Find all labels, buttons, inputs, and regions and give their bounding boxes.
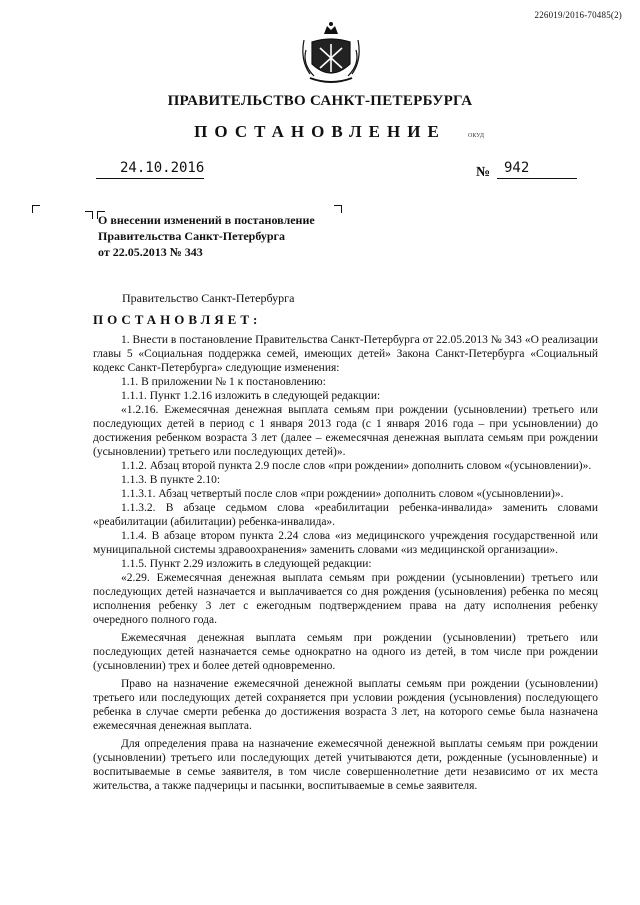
document-date: 24.10.2016 — [120, 160, 205, 176]
document-id: 226019/2016-70485(2) — [534, 10, 622, 20]
paragraph: «2.29. Ежемесячная денежная выплата семьям при рождении (усыновлении) третьего или последующих детей назначается и выплачивается со дня рождения (усыновления) ребенка по месяц исполнения ребенку 3 лет с ежегодным подтверждением права на дату исполнения ребенку очередного полного года. — [93, 572, 598, 626]
paragraph: «1.2.16. Ежемесячная денежная выплата семьям при рождении (усыновлении) третьего или последующих детей в период с 1 января 2013 года (с 1 января 2016 года – при усыновлении) до достижения ребенком возраста 3 лет (далее – ежемесячная денежная выплата семьям при рождении (усыновлении) третьего или последующих детей)». — [93, 404, 598, 458]
title-line: от 22.05.2013 № 343 — [98, 245, 203, 259]
paragraph: 1.1.2. Абзац второй пункта 2.9 после слов «при рождении» дополнить словом «(усыновлении)». — [121, 460, 592, 472]
okud-label: ОКУД — [468, 133, 484, 139]
paragraph: 1.1.3.1. Абзац четвертый после слов «при рождении» дополнить словом «(усыновлении)». — [121, 488, 564, 500]
coat-of-arms-icon — [300, 20, 362, 88]
title-corner-mark — [334, 205, 342, 213]
title-corner-mark — [32, 205, 40, 213]
number-underline — [497, 178, 577, 179]
paragraph: 1.1.3.2. В абзаце седьмом слова «реабилитации ребенка-инвалида» заменить словами «реабилитации (абилитации) ребенка-инвалида». — [93, 502, 598, 528]
government-heading: ПРАВИТЕЛЬСТВО САНКТ-ПЕТЕРБУРГА — [167, 93, 473, 109]
paragraph: Для определения права на назначение ежемесячной денежной выплаты семьям при рождении (усыновлении) третьего или последующих детей учитываются дети, рожденные (усыновленные) и воспитываемые в семье заявителя, в том числе совершеннолетние дети независимо от их места жительства, а также падчерицы и пасынки, воспитываемые в семье заявителя. — [93, 738, 598, 792]
date-underline — [96, 178, 204, 179]
paragraph: Ежемесячная денежная выплата семьям при рождении (усыновлении) третьего или последующих детей назначается семье однократно на одного из детей, в том числе при рождении (усыновлении) трех и более детей одновременно. — [93, 632, 598, 672]
intro-text: Правительство Санкт-Петербурга — [122, 291, 295, 305]
title-corner-mark — [85, 211, 93, 219]
paragraph: 1.1.1. Пункт 1.2.16 изложить в следующей редакции: — [121, 390, 381, 402]
document-body — [93, 333, 598, 793]
paragraph: 1.1. В приложении № 1 к постановлению: — [121, 376, 326, 388]
document-type-heading: ПОСТАНОВЛЕНИЕ — [194, 122, 446, 141]
document-title — [98, 212, 315, 260]
paragraph: 1.1.4. В абзаце втором пункта 2.24 слова «из медицинского учреждения государственной или муниципальной системы здравоохранения» заменить словами «из медицинской организации». — [93, 530, 598, 556]
paragraph: 1.1.5. Пункт 2.29 изложить в следующей редакции: — [121, 558, 372, 570]
resolves-heading: ПОСТАНОВЛЯЕТ: — [93, 312, 262, 327]
paragraph: 1. Внести в постановление Правительства Санкт-Петербурга от 22.05.2013 № 343 «О реализации главы 5 «Социальная поддержка семей, имеющих детей» Закона Санкт-Петербурга «Социальный кодекс Санкт-Петербурга» следующие изменения: — [93, 334, 598, 374]
paragraph: 1.1.3. В пункте 2.10: — [121, 474, 221, 486]
number-sign: № — [476, 165, 491, 180]
paragraph: Право на назначение ежемесячной денежной выплаты семьям при рождении (усыновлении) третьего или последующих детей сохраняется при условии рождения (усыновления) последующего ребенка в случае смерти ребенка до достижения возраста 3 лет, на которого семье была назначена ежемесячная денежная выплата. — [93, 678, 598, 732]
title-line: Правительства Санкт-Петербурга — [98, 229, 286, 243]
document-number: 942 — [504, 160, 530, 176]
title-line: О внесении изменений в постановление — [98, 213, 315, 227]
